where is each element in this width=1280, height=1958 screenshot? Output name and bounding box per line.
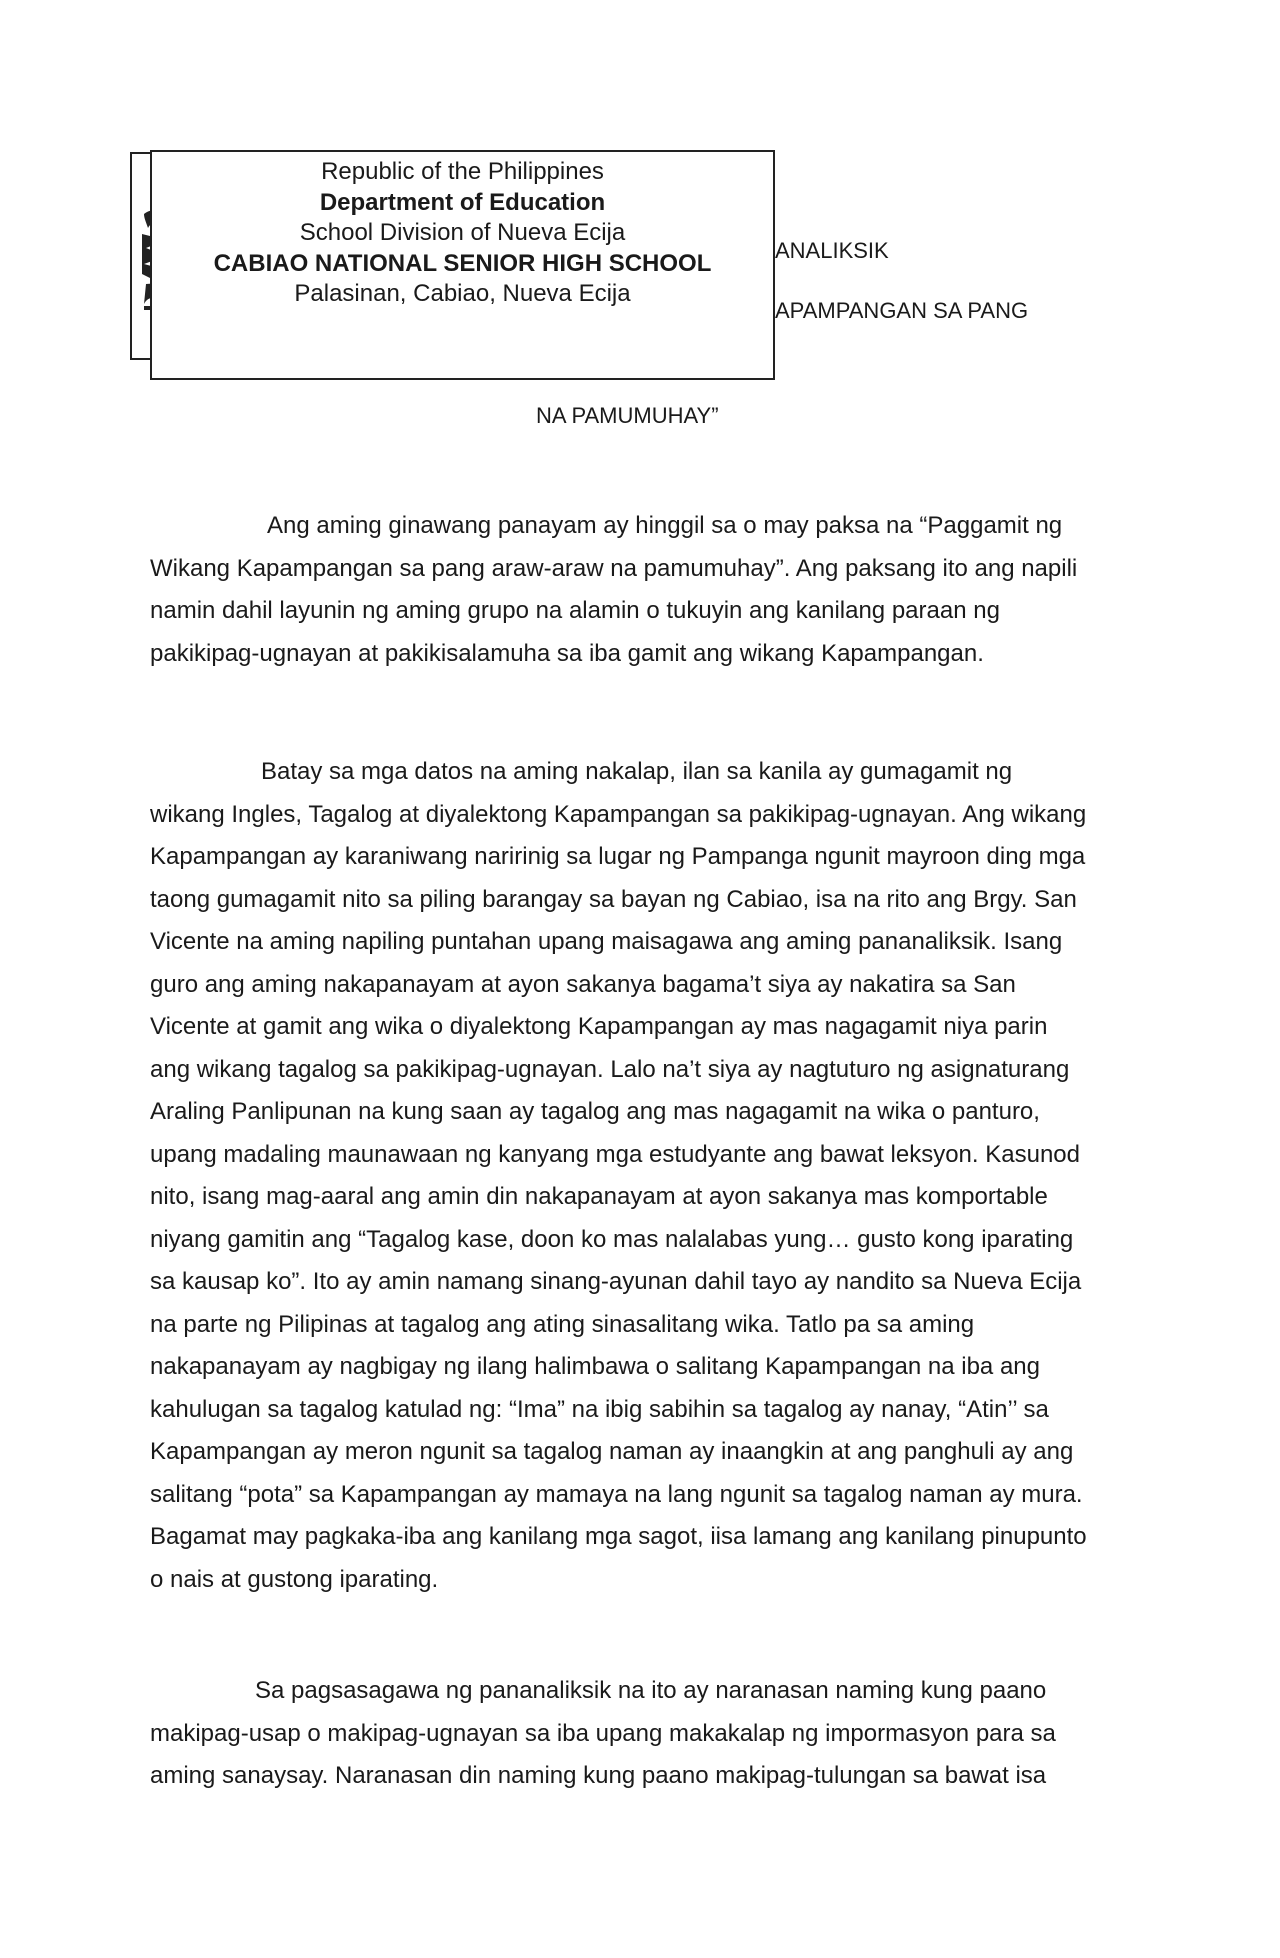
text-line: Sa pagsasagawa ng pananaliksik na ito ay naranasan naming kung paano [255,1677,1047,1704]
text-line: aming sanaysay. Naranasan din naming kung paano makipag-tulungan sa bawat isa [150,1762,1047,1789]
text-line: Kapampangan ay meron ngunit sa tagalog naman ay inaangkin at ang panghuli ay ang [150,1438,1074,1465]
text-line: Araling Panlipunan na kung saan ay tagalog ang mas nagagamit na wika o panturo, [150,1098,1040,1125]
text-line: sa kausap ko”. Ito ay amin namang sinang-ayunan dahil tayo ay nandito sa Nueva Ecija [150,1268,1082,1295]
paragraph-1 [150,505,1150,675]
text-line: niyang gamitin ang “Tagalog kase, doon ko mas nalalabas yung… gusto kong iparating [150,1225,1074,1253]
text-line: nakapanayam ay nagbigay ng ilang halimbawa o salitang Kapampangan na iba ang [150,1353,1040,1380]
text-line: Vicente at gamit ang wika o diyalektong Kapampangan ay mas nagagamit niya parin [150,1013,1048,1040]
text-line: Ang aming ginawang panayam ay hinggil sa o may paksa na “Paggamit ng [267,512,1063,539]
text-line: Kapampangan ay karaniwang naririnig sa lugar ng Pampanga ngunit mayroon ding mga [150,843,1086,870]
title-fragment-3: NA PAMUMUHAY” [536,403,719,428]
text-line: ang wikang tagalog sa pakikipag-ugnayan. Lalo na’t siya ay nagtuturo ng asignaturang [150,1055,1070,1083]
text-line: o nais at gustong iparating. [150,1565,439,1593]
header-division: School Division of Nueva Ecija [299,219,626,246]
text-line: kahulugan sa tagalog katulad ng: “Ima” na ibig sabihin sa tagalog ay nanay, “Atin’’ sa [150,1395,1049,1423]
text-line: Batay sa mga datos na aming nakalap, ilan sa kanila ay gumagamit ng [261,758,1013,785]
text-line: makipag-usap o makipag-ugnayan sa iba upang makakalap ng impormasyon para sa [150,1719,1056,1747]
text-line: salitang “pota” sa Kapampangan ay mamaya na lang ngunit sa tagalog naman ay mura. [150,1480,1083,1508]
text-line: Vicente na aming napiling puntahan upang maisagawa ang aming pananaliksik. Isang [150,928,1063,955]
text-line: nito, isang mag-aaral ang amin din nakapanayam at ayon sakanya mas komportable [150,1183,1048,1210]
text-line: taong gumagamit nito sa piling barangay sa bayan ng Cabiao, isa na rito ang Brgy. San [150,885,1077,913]
title-fragment-1: ANALIKSIK [775,238,889,263]
text-line: na parte ng Pilipinas at tagalog ang ating sinasalitang wika. Tatlo pa sa aming [150,1310,975,1338]
text-line: upang madaling maunawaan ng kanyang mga estudyante ang bawat leksyon. Kasunod [150,1140,1080,1168]
text-line: Wikang Kapampangan sa pang araw-araw na pamumuhay”. Ang paksang ito ang napili [150,554,1078,582]
text-line: Bagamat may pagkaka-iba ang kanilang mga sagot, iisa lamang ang kanilang pinupunto [150,1523,1087,1550]
header-department: Department of Education [319,188,606,216]
header-school-name: CABIAO NATIONAL SENIOR HIGH SCHOOL [213,249,712,277]
paragraph-3 [150,1670,1150,1798]
text-line: guro ang aming nakapanayam at ayon sakanya bagama’t siya ay nakatira sa San [150,970,1016,998]
text-line: wikang Ingles, Tagalog at diyalektong Kapampangan sa pakikipag-ugnayan. Ang wikang [150,800,1087,828]
header-republic: Republic of the Philippines [321,158,604,185]
text-line: pakikipag-ugnayan at pakikisalamuha sa iba gamit ang wikang Kapampangan. [150,639,984,667]
paragraph-2 [150,751,1150,1601]
title-fragment-2: APAMPANGAN SA PANG [775,298,1029,323]
school-header-box [150,150,775,380]
text-line: namin dahil layunin ng aming grupo na alamin o tukuyin ang kanilang paraan ng [150,597,1000,624]
header-address: Palasinan, Cabiao, Nueva Ecija [294,280,631,307]
